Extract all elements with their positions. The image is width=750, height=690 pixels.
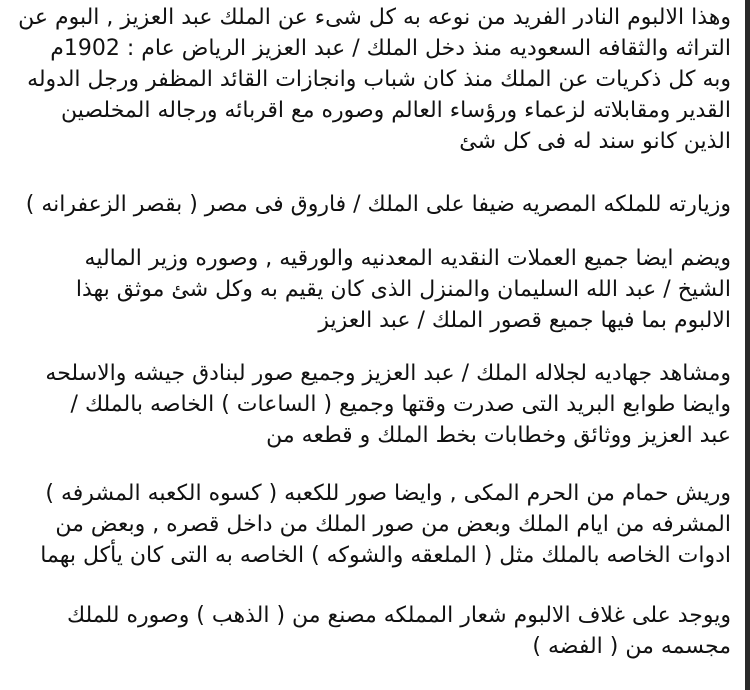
- paragraph-military: [45, 358, 731, 451]
- paragraph-album-intro: [18, 2, 731, 157]
- text-line: وبه كل ذكريات عن الملك منذ كان شباب وانجازات القائد المظفر ورجل الدوله: [27, 67, 731, 92]
- text-line: وايضا طوابع البريد التى صدرت وقتها وجميع ( الساعات ) الخاصه بالملك /: [70, 392, 731, 417]
- text-line: الشيخ / عبد الله السليمان والمنزل الذى كان يقيم به وكل شئ موثق بهذا: [75, 277, 731, 302]
- text-line: مجسمه من ( الفضه ): [532, 634, 731, 659]
- text-line: القدير ومقابلاته لزعماء ورؤساء العالم وصوره مع اقربائه ورجاله المخلصين: [60, 98, 731, 123]
- paragraph-egypt-visit: [26, 189, 731, 220]
- text-line: وريش حمام من الحرم المكى , وايضا صور للكعبه ( كسوه الكعبه المشرفه ): [45, 481, 731, 506]
- text-line: الالبوم بما فيها جميع قصور الملك / عبد العزيز: [318, 308, 731, 333]
- text-line: عبد العزيز ووثائق وخطابات بخط الملك و قطعه من: [266, 423, 731, 448]
- text-line: ويضم ايضا جميع العملات النقديه المعدنيه والورقيه , وصوره وزير الماليه: [84, 246, 731, 271]
- page-edge-divider: [745, 0, 750, 690]
- text-line: وزيارته للملكه المصريه ضيفا على الملك / فاروق فى مصر ( بقصر الزعفرانه ): [25, 192, 731, 217]
- paragraph-currency: [76, 243, 731, 336]
- text-line: وهذا الالبوم النادر الفريد من نوعه به كل شىء عن الملك عبد العزيز , البوم عن: [18, 5, 731, 30]
- text-line: الذين كانو سند له فى كل شئ: [459, 129, 731, 154]
- text-line: المشرفه من ايام الملك وبعض من صور الملك من داخل قصره , وبعض من: [55, 512, 731, 537]
- paragraph-album-cover: [67, 600, 731, 662]
- text-line: التراثه والثقافه السعوديه منذ دخل الملك / عبد العزيز الرياض عام : 1902م: [50, 36, 731, 61]
- text-line: ويوجد على غلاف الالبوم شعار المملكه مصنع من ( الذهب ) وصوره للملك: [66, 603, 731, 628]
- text-line: ومشاهد جهاديه لجلاله الملك / عبد العزيز وجميع صور لبنادق جيشه والاسلحه: [45, 361, 731, 386]
- paragraph-kaaba: [40, 478, 731, 571]
- text-line: ادوات الخاصه بالملك مثل ( الملعقه والشوكه ) الخاصه به التى كان يأكل بهما: [40, 543, 731, 568]
